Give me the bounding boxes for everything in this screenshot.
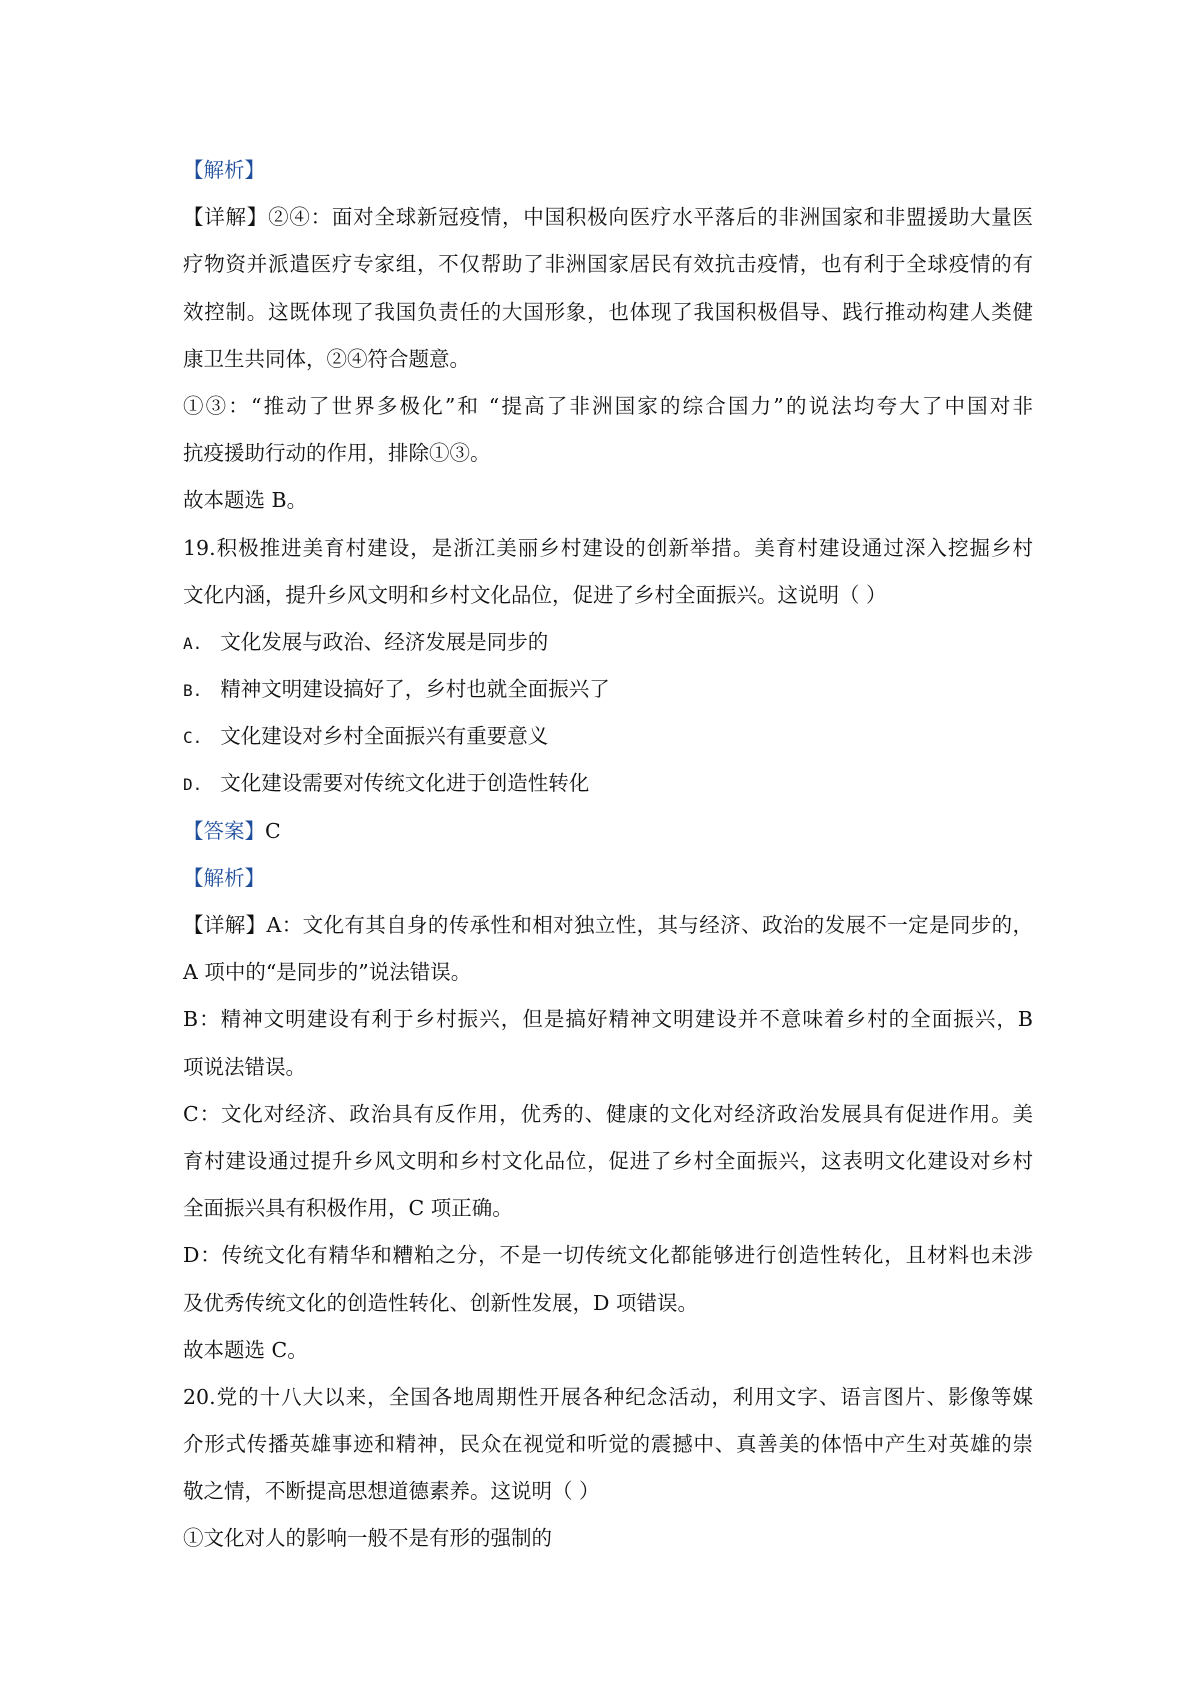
option-a [183,619,1033,666]
conclusion-line [183,477,1033,524]
text-line: 疗物资并派遣医疗专家组，不仅帮助了非洲国家居民有效抗击疫情，也有利于全球疫情的有 [183,252,1033,277]
detail-paragraph-line [183,949,1033,996]
detail-paragraph-line [183,1232,1033,1279]
option-letter: A. [183,633,203,653]
option-letter: D. [183,775,203,795]
text-line: A：文化有其自身的传承性和相对独立性，其与经济、政治的发展不一定是同步的， [266,913,1034,937]
text-line: 育村建设通过提升乡风文明和乡村文化品位，促进了乡村全面振兴，这表明文化建设对乡村 [183,1148,1033,1173]
analysis-heading [183,147,1033,194]
option-d [183,760,1033,807]
text-line: C：文化对经济、政治具有反作用，优秀的、健康的文化对经济政治发展具有促进作用。美 [183,1101,1033,1126]
conclusion-line [183,1327,1033,1374]
analysis-label: 【解析】 [183,865,265,890]
question-19-stem [183,572,1033,619]
detail-paragraph-line [183,194,1033,241]
option-text: 文化建设需要对传统文化进于创造性转化 [220,771,590,796]
option-text: 精神文明建设搞好了，乡村也就全面振兴了 [220,677,610,702]
detail-paragraph-line [183,289,1033,336]
text-line: 介形式传播英雄事迹和精神，民众在视觉和听觉的震撼中、真善美的体悟中产生对英雄的崇 [183,1432,1033,1457]
text-line: 20.党的十八大以来，全国各地周期性开展各种纪念活动，利用文字、语言图片、影像等媒 [183,1384,1033,1409]
text-line: ②④：面对全球新冠疫情，中国积极向医疗水平落后的非洲国家和非盟援助大量医 [268,205,1033,230]
detail-paragraph-line [183,1091,1033,1138]
text-line: B：精神文明建设有利于乡村振兴，但是搞好精神文明建设并不意味着乡村的全面振兴，B [183,1007,1033,1032]
question-20-stem [183,1374,1033,1421]
answer-value: C [265,818,281,843]
detail-paragraph-line [183,902,1033,949]
text-line: 抗疫援助行动的作用，排除①③。 [183,441,491,466]
detail-paragraph-line [183,383,1033,430]
detail-paragraph-line [183,1138,1033,1185]
document-body [183,147,1033,1563]
detail-label: 【详解】 [183,205,269,230]
detail-paragraph-line [183,1185,1033,1232]
text-line: 文化内涵，提升乡风文明和乡村文化品位，促进了乡村全面振兴。这说明（ ） [183,582,887,607]
detail-paragraph-line [183,1044,1033,1091]
text-line: 项说法错误。 [183,1054,306,1079]
text-line: 及优秀传统文化的创造性转化、创新性发展，D 项错误。 [183,1290,698,1315]
question-20-statement-1 [183,1515,1033,1562]
question-20-stem [183,1468,1033,1515]
option-c [183,713,1033,760]
detail-paragraph-line [183,1280,1033,1327]
text-line: ①文化对人的影响一般不是有形的强制的 [183,1526,552,1551]
detail-paragraph-line [183,996,1033,1043]
analysis-label: 【解析】 [183,158,265,182]
option-letter: B. [183,681,203,701]
option-b [183,666,1033,713]
text-line: 康卫生共同体，②④符合题意。 [183,346,470,371]
text-line: 故本题选 C。 [183,1337,308,1362]
question-20-stem [183,1421,1033,1468]
question-19-stem [183,525,1033,572]
answer-line [183,808,1033,855]
detail-paragraph-line [183,241,1033,288]
analysis-heading [183,855,1033,902]
text-line: 19.积极推进美育村建设，是浙江美丽乡村建设的创新举措。美育村建设通过深入挖掘乡村 [183,535,1033,560]
text-line: D：传统文化有精华和糟粕之分，不是一切传统文化都能够进行创造性转化，且材料也未涉 [183,1243,1033,1268]
option-text: 文化发展与政治、经济发展是同步的 [220,629,549,654]
text-line: 敬之情，不断提高思想道德素养。这说明（ ） [183,1479,600,1504]
option-letter: C. [183,728,203,748]
text-line: 效控制。这既体现了我国负责任的大国形象，也体现了我国积极倡导、践行推动构建人类健 [183,299,1033,324]
text-line: 故本题选 B。 [183,488,308,513]
detail-paragraph-line [183,336,1033,383]
text-line: ①③：“推动了世界多极化”和 “提高了非洲国家的综合国力”的说法均夸大了中国对非 [183,393,1033,418]
text-line: A 项中的“是同步的”说法错误。 [183,960,472,985]
detail-label: 【详解】 [183,913,267,937]
option-text: 文化建设对乡村全面振兴有重要意义 [220,724,549,749]
answer-label: 【答案】 [183,818,265,843]
detail-paragraph-line [183,430,1033,477]
text-line: 全面振兴具有积极作用，C 项正确。 [183,1196,513,1221]
